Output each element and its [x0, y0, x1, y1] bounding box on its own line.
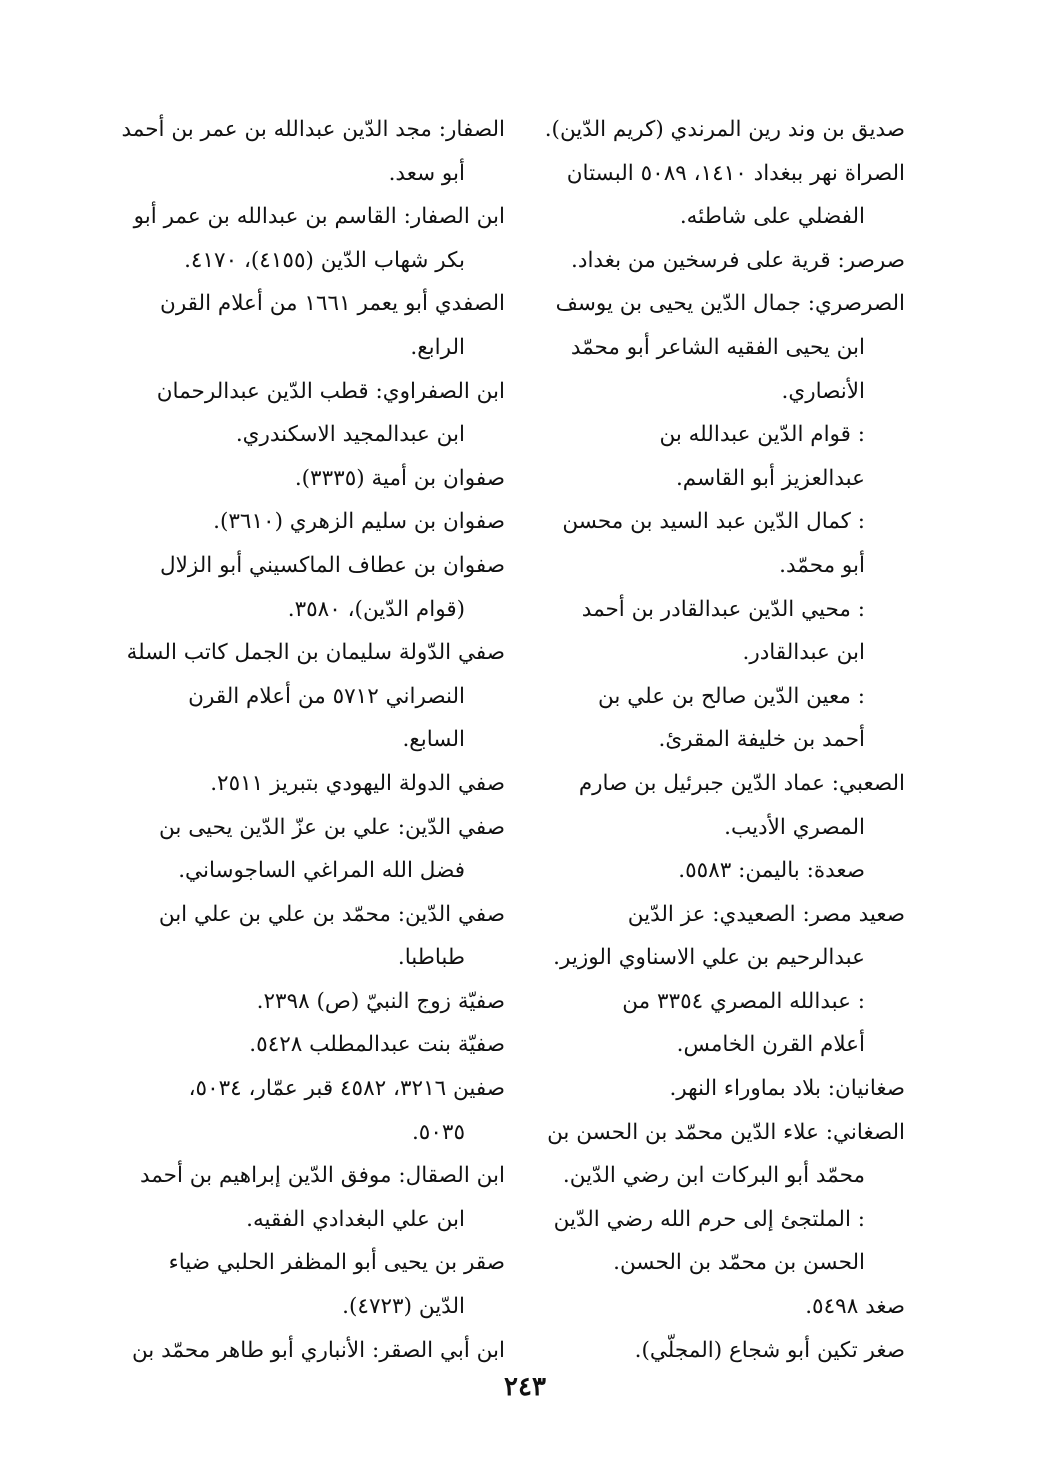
- index-entry-line: الصعبي: عماد الدّين جبرئيل بن صارم: [578, 770, 905, 796]
- index-column-left: [105, 108, 505, 1372]
- index-entry-line: أبو سعد.: [388, 160, 465, 186]
- index-entry-line: الصفار: مجد الدّين عبدالله بن عمر بن أحمد: [121, 117, 505, 142]
- index-entry-line: : محيي الدّين عبدالقادر بن أحمد: [581, 596, 865, 622]
- index-entry-line: صفي الدّين: محمّد بن علي بن علي ابن: [158, 901, 505, 927]
- index-column-right: [485, 108, 905, 1372]
- index-entry-line: : عبدالله المصري ٣٣٥٤ من: [622, 988, 865, 1014]
- index-entry-line: السابع.: [402, 727, 465, 753]
- index-entry-line: الفضلي على شاطئه.: [679, 204, 865, 230]
- index-entry-line: ابن الصفار: القاسم بن عبدالله بن عمر أبو: [133, 204, 505, 230]
- index-entry-line: عبدالعزيز أبو القاسم.: [675, 465, 865, 491]
- index-entry-line: طباطبا.: [397, 945, 465, 971]
- index-entry-line: صفيّة بنت عبدالمطلب ٥٤٢٨.: [249, 1032, 505, 1058]
- index-entry-line: المصري الأديب.: [724, 814, 865, 840]
- index-entry-line: : قوام الدّين عبدالله بن: [659, 422, 865, 448]
- index-entry-line: صفين ٣٢١٦، ٤٥٨٢ قبر عمّار، ٥٠٣٤،: [188, 1076, 505, 1102]
- index-entry-line: عبدالرحيم بن علي الاسناوي الوزير.: [553, 945, 865, 971]
- index-entry-line: صفي الدّولة سليمان بن الجمل كاتب السلة: [126, 640, 505, 666]
- index-entry-line: صديق بن وند رين المرندي (كريم الدّين).: [544, 117, 905, 142]
- index-entry-line: فضل الله المراغي الساجوساني.: [178, 858, 465, 884]
- index-entry-line: صعيد مصر: الصعيدي: عز الدّين: [627, 901, 905, 927]
- index-entry-line: ابن الصفراوي: قطب الدّين عبدالرحمان: [156, 378, 505, 404]
- index-entry-line: ابن يحيى الفقيه الشاعر أبو محمّد: [570, 334, 865, 360]
- index-entry-line: ابن عبدالمجيد الاسكندري.: [235, 422, 465, 448]
- index-entry-line: النصراني ٥٧١٢ من أعلام القرن: [188, 683, 465, 709]
- index-entry-line: صرصر: قرية على فرسخين من بغداد.: [571, 247, 905, 273]
- index-entry-line: الرابع.: [410, 334, 465, 360]
- index-entry-line: ابن أبي الصقر: الأنباري أبو طاهر محمّد بن: [131, 1337, 505, 1363]
- index-entry-line: محمّد أبو البركات ابن رضي الدّين.: [562, 1163, 865, 1189]
- index-entry-line: صعدة: باليمن: ٥٥٨٣.: [678, 858, 865, 884]
- index-entry-line: (قوام الدّين)، ٣٥٨٠.: [287, 596, 465, 622]
- index-entry-line: صغد ٥٤٩٨.: [805, 1294, 905, 1320]
- index-entry-line: بكر شهاب الدّين (٤١٥٥)، ٤١٧٠.: [184, 247, 465, 273]
- index-entry-line: أبو محمّد.: [779, 552, 865, 578]
- index-entry-line: : الملتجئ إلى حرم الله رضي الدّين: [553, 1206, 865, 1232]
- index-entry-line: الصفدي أبو يعمر ١٦٦١ من أعلام القرن: [160, 291, 505, 317]
- index-entry-line: صفي الدّين: علي بن عزّ الدّين يحيى بن: [159, 814, 505, 840]
- index-entry-line: الصراة نهر ببغداد ١٤١٠، ٥٠٨٩ البستان: [566, 160, 905, 186]
- index-entry-line: أعلام القرن الخامس.: [676, 1032, 865, 1058]
- index-entry-line: ٥٠٣٥.: [411, 1119, 465, 1145]
- index-entry-line: : معين الدّين صالح بن علي بن: [598, 683, 865, 709]
- index-entry-line: الحسن بن محمّد بن الحسن.: [613, 1250, 865, 1276]
- index-entry-line: صفي الدولة اليهودي بتبريز ٢٥١١.: [210, 770, 505, 796]
- index-entry-line: ابن علي البغدادي الفقيه.: [246, 1206, 465, 1232]
- index-entry-line: الصرصري: جمال الدّين يحيى بن يوسف: [555, 291, 905, 317]
- index-entry-line: ابن الصقال: موفق الدّين إبراهيم بن أحمد: [139, 1163, 505, 1189]
- index-entry-line: صغانيان: بلاد بماوراء النهر.: [669, 1076, 905, 1102]
- index-entry-line: صفيّة زوج النبيّ (ص) ٢٣٩٨.: [256, 988, 505, 1014]
- index-entry-line: الأنصاري.: [781, 378, 865, 404]
- index-entry-line: صقر بن يحيى أبو المظفر الحلبي ضياء: [168, 1250, 505, 1276]
- index-entry-line: صغر تكين أبو شجاع (المجلّي).: [634, 1337, 905, 1363]
- index-entry-line: صفوان بن سليم الزهري (٣٦١٠).: [213, 509, 505, 535]
- index-entry-line: ابن عبدالقادر.: [742, 640, 865, 666]
- index-entry-line: صفوان بن عطاف الماكسيني أبو الزلال: [160, 552, 505, 578]
- page-number: ٢٤٣: [504, 1372, 546, 1402]
- index-entry-line: أحمد بن خليفة المقرئ.: [658, 727, 865, 753]
- index-entry-line: : كمال الدّين عبد السيد بن محسن: [562, 509, 865, 535]
- index-entry-line: صفوان بن أمية (٣٣٣٥).: [294, 465, 505, 491]
- index-entry-line: الدّين (٤٧٢٣).: [342, 1294, 465, 1320]
- index-entry-line: الصغاني: علاء الدّين محمّد بن الحسن بن: [547, 1119, 905, 1145]
